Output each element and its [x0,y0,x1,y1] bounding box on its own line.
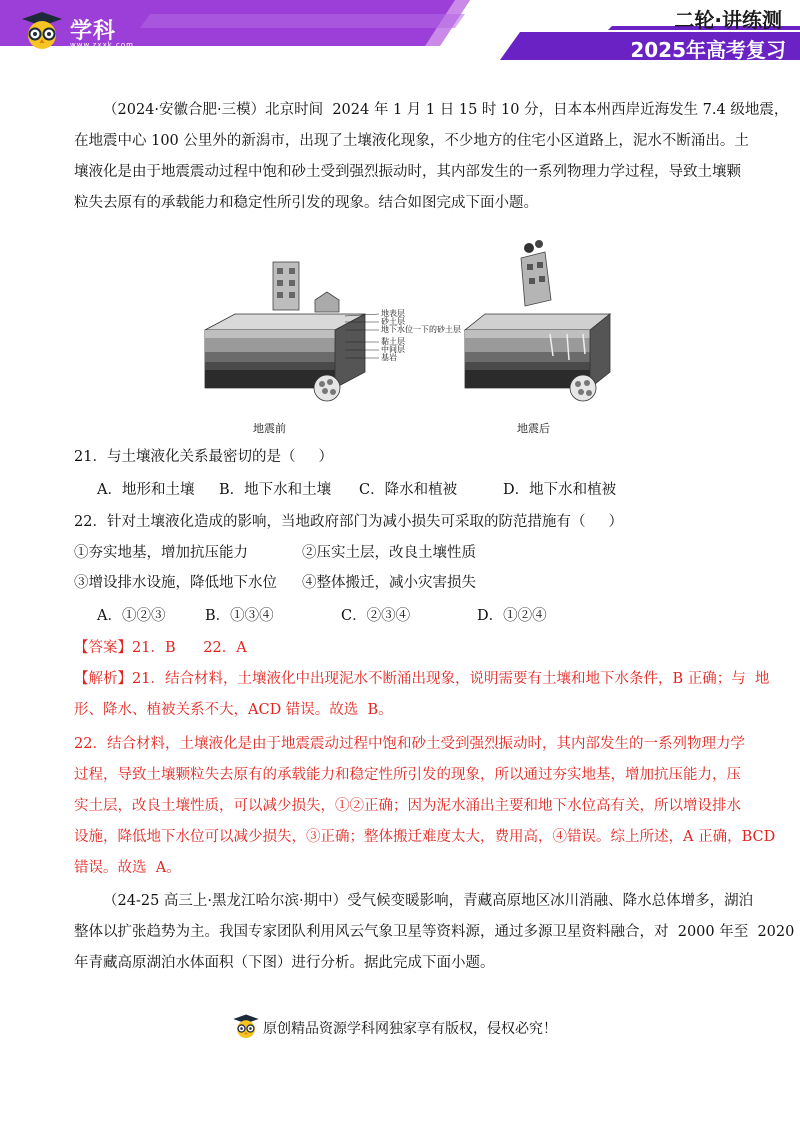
owl-logo-icon [20,10,64,50]
q21-option-b: B．地下水和土壤 [219,482,332,498]
q22-item-4: ④整体搬迁，减小灾害损失 [302,575,476,591]
analysis-22-line-4: 设施，降低地下水位可以减少损失，③正确；整体搬迁难度太大，费用高，④错误。综上所述，A 正确，BCD [74,829,776,845]
analysis-22-line-2: 过程，导致土壤颗粒失去原有的承载能力和稳定性所引发的现象，所以通过夯实地基，增加抗压能力，压 [74,767,741,783]
logo-text: 学科网 [70,19,117,75]
layer-label-6: 基岩 [381,353,397,362]
q22-item-2: ②压实土层，改良土壤性质 [302,545,476,561]
series-title: 二轮·讲练测 [674,8,782,32]
q21-stem: 21．与土壤液化关系最密切的是（ ） [74,449,333,465]
q22-item-3: ③增设排水设施，降低地下水位 [74,575,277,591]
brand-logo [18,10,138,75]
caption-after: 地震后 [517,422,550,435]
q22-stem: 22．针对土壤液化造成的影响，当地政府部门为减小损失可采取的防范措施有（ ） [74,514,623,530]
analysis-22-line-5: 错误。故选 A。 [74,860,181,876]
layer-label-3: 地下水位一下的砂土层 [381,325,461,334]
intro-line-1: （2024·安徽合肥·三模）北京时间 2024 年 1 月 1 日 15 时 10 分，日本本州西岸近海发生 7.4 级地震， [103,102,789,118]
analysis-21-line-2: 形、降水、植被关系不大，ACD 错误。故选 B。 [74,702,393,718]
analysis-22-line-1: 22．结合材料，土壤液化是由于地震震动过程中饱和砂土受到强烈振动时，其内部发生的一系列物理力学 [74,736,745,752]
copyright-notice: 原创精品资源学科网独家享有版权，侵权必究！ [263,1021,557,1037]
owl-footer-icon [232,1012,260,1040]
q22-option-c: C．②③④ [341,608,411,624]
before-block [205,262,365,401]
year-label: 2025年高考复习 [630,38,786,62]
liquefaction-figure [195,238,615,440]
intro-line-2: 在地震中心 100 公里外的新潟市，出现了土壤液化现象，不少地方的住宅小区道路上，泥水不断涌出。土 [74,133,749,149]
after-block [465,240,610,401]
q2-intro-line-1: （24-25 高三上·黑龙江哈尔滨·期中）受气候变暖影响，青藏高原地区冰川消融、降水总体增多，湖泊 [103,893,754,909]
layer-label-1: 地表层 [381,309,405,318]
page-footer [0,1008,800,1048]
analysis-22-line-3: 实土层，改良土壤性质，可以减少损失，①②正确；因为泥水涌出主要和地下水位高有关，所以增设排水 [74,798,741,814]
q2-intro-line-3: 年青藏高原湖泊水体面积（下图）进行分析。据此完成下面小题。 [74,955,495,971]
layer-label-5: 中间层 [381,345,405,354]
q21-option-a: A．地形和土壤 [97,482,195,498]
layer-label-4: 黏土层 [381,337,405,346]
q2-intro-line-2: 整体以扩张趋势为主。我国专家团队利用风云气象卫星等资料源，通过多源卫星资料融合，对 2000 年至 2020 [74,924,795,940]
q22-item-1: ①夯实地基，增加抗压能力 [74,545,248,561]
analysis-21-line-1: 【解析】21．结合材料，土壤液化中出现泥水不断涌出现象，说明需要有土壤和地下水条件，B 正确；与 地 [74,671,770,687]
intro-line-3: 壤液化是由于地震震动过程中饱和砂土受到强烈振动时，其内部发生的一系列物理力学过程，导致土壤颗 [74,164,741,180]
liquefaction-diagram [195,238,615,440]
logo-url: www.zxxk.com [70,41,134,49]
page-header [0,0,800,75]
q22-option-a: A．①②③ [97,608,166,624]
q21-option-d: D．地下水和植被 [503,482,617,498]
q21-option-c: C．降水和植被 [359,482,458,498]
q22-option-d: D．①②④ [477,608,547,624]
answer-line: 【答案】21．B 22．A [74,640,247,656]
intro-line-4: 粒失去原有的承载能力和稳定性所引发的现象。结合如图完成下面小题。 [74,195,538,211]
caption-before: 地震前 [253,422,286,435]
layer-label-2: 砂土层 [381,317,405,326]
q22-option-b: B．①③④ [205,608,274,624]
